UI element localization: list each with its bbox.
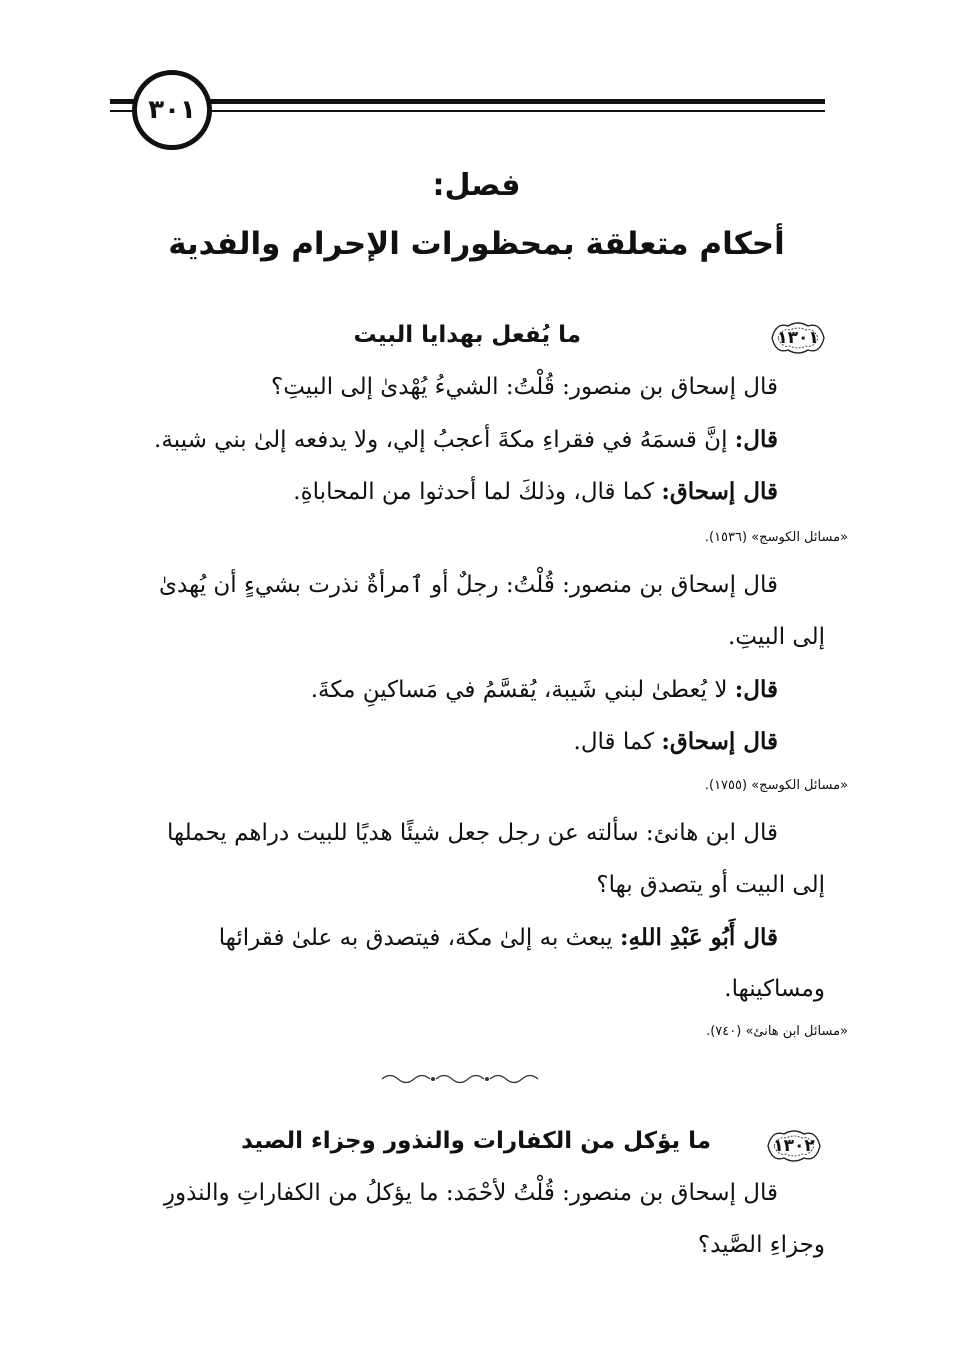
text-span: إنَّ قسمَهُ في فقراءِ مكةَ أعجبُ إلي، ولا يدفعه إلىٰ بني شيبة.	[154, 427, 728, 453]
speaker-label: قال إسحاق:	[661, 728, 778, 755]
speaker-label: قال إسحاق:	[661, 478, 778, 505]
section-number-badge	[766, 318, 830, 358]
header-rule-thin	[110, 110, 825, 112]
page-number-badge	[132, 70, 212, 150]
citation: «مسائل ابن هانئ» (٧٤٠).	[706, 1024, 848, 1039]
speaker-label: قال:	[734, 426, 778, 453]
page-number: ٣٠١	[148, 95, 196, 125]
text-span: كما قال.	[573, 729, 655, 755]
speaker-label: قال:	[734, 676, 778, 703]
text-span: كما قال، وذلكَ لما أحدثوا من المحاباةِ.	[293, 479, 655, 505]
text-line: ومساكينها.	[724, 976, 825, 1002]
text-line	[574, 728, 778, 757]
section-title: ما يُفعل بهدايا البيت	[353, 322, 581, 348]
citation: «مسائل الكوسج» (١٥٣٦).	[704, 530, 848, 545]
text-line: إلى البيت أو يتصدق بها؟	[596, 872, 825, 898]
speaker-label: قال أَبُو عَبْدِ اللهِ:	[620, 924, 778, 951]
text-line: إلى البيتِ.	[727, 624, 825, 650]
section-number: ١٣٠٢	[773, 1136, 815, 1156]
text-line: قال إسحاق بن منصور: قُلْتُ لأحْمَد: ما يؤكلُ من الكفاراتِ والنذورِ	[163, 1180, 778, 1206]
text-line	[311, 676, 778, 705]
text-line	[293, 478, 778, 507]
chapter-label: فصل:	[432, 168, 521, 203]
text-line: قال ابن هانئ: سألته عن رجل جعل شيئًا هديًا للبيت دراهم يحملها	[167, 820, 778, 846]
text-line	[154, 426, 778, 455]
text-span: لا يُعطىٰ لبني شَيبة، يُقسَّمُ في مَساكينِ مكةَ.	[310, 677, 728, 703]
text-span: يبعث به إلىٰ مكة، فيتصدق به علىٰ فقرائها	[218, 925, 613, 951]
citation: «مسائل الكوسج» (١٧٥٥).	[704, 778, 848, 793]
section-title: ما يؤكل من الكفارات والنذور وجزاء الصيد	[241, 1128, 711, 1154]
header-rule-thick	[110, 99, 825, 104]
section-number: ١٣٠١	[777, 328, 819, 348]
text-line: قال إسحاق بن منصور: قُلْتُ: رجلٌ أو ٱمرأةٌ نذرت بشيءٍ أن يُهدىٰ	[159, 572, 778, 598]
ornament-divider-icon	[380, 1072, 540, 1086]
chapter-title: أحكام متعلقة بمحظورات الإحرام والفدية	[168, 226, 785, 262]
text-line: قال إسحاق بن منصور: قُلْتُ: الشيءُ يُهْدىٰ إلى البيتِ؟	[271, 374, 778, 400]
text-line: وجزاءِ الصَّيد؟	[697, 1232, 825, 1258]
text-line	[219, 924, 778, 953]
section-number-badge	[762, 1126, 826, 1166]
